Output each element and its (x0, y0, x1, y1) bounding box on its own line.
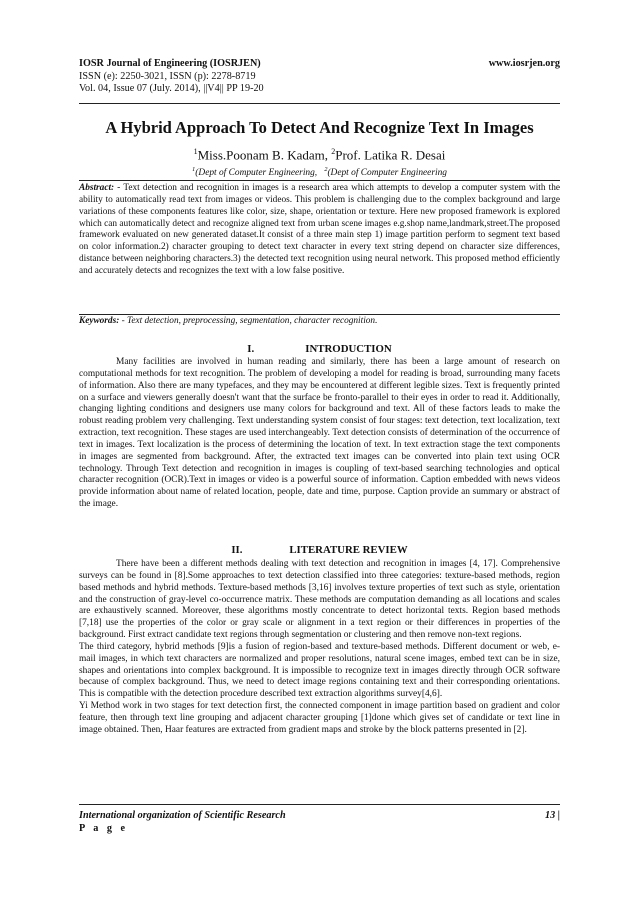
author1-name: Miss.Poonam B. Kadam, (197, 147, 332, 163)
section-number: I. (247, 343, 255, 355)
abstract (79, 183, 560, 278)
footer-organization: International organization of Scientific Research (79, 810, 286, 821)
affil2: (Dept of Computer Engineering (327, 168, 447, 179)
section-title: INTRODUCTION (305, 343, 392, 355)
section-number: II. (231, 544, 243, 556)
volume-line: Vol. 04, Issue 07 (July. 2014), ||V4|| PP 19-20 (79, 83, 264, 95)
affil2-sup: 2 (324, 166, 328, 173)
section-title: LITERATURE REVIEW (289, 544, 408, 556)
footer-divider (79, 804, 560, 805)
introduction-body (79, 357, 560, 511)
abstract-text: Text detection and recognition in images is a research area which attempts to develop a computer system with the ability to automatically read text from images or videos. This problem is challenging due to the complex background and large variations of these components features like color, size, shape, orientation or texture. Here new proposed framework is explored which can automatically detect and recognize aligned text from urban scene images e.g.shop name,landmark,street.The proposed framework evaluated on new generated dataset.It consist of a three main step 1) image partition perform to segment text based on color information.2) character grouping to detect text character in every text string depend on character size differences, distance between neighboring characters.3) the detected text recognition using neural network. This proposed method efficiently and accurately detects and recognizes the text with a low false positive. (79, 183, 561, 276)
paragraph: The third category, hybrid methods [9]is a fusion of region-based and texture-based methods. Different document or web, e-mail images, in which text characters are normalized and proper resolutions, natural scene images, embed text can be in size, shapes and orientations into complex background. It is impossible to recognize text in images directly through OCR software because of complex background. Thus, we need to detect image regions containing text and their corresponding orientations. This is compatible with the detection procedure described text extraction algorithms survey[4,6]. (79, 641, 560, 700)
author1-sup: 1 (193, 147, 198, 156)
section-heading-introduction (79, 343, 560, 355)
literature-review-body (79, 559, 560, 737)
affil1-sup: 1 (192, 166, 196, 173)
journal-name: IOSR Journal of Engineering (IOSRJEN) (79, 58, 261, 69)
paper-title: A Hybrid Approach To Detect And Recognize Text In Images (105, 118, 534, 137)
header-divider (79, 103, 560, 104)
page-footer (79, 810, 560, 834)
paragraph: Yi Method work in two stages for text detection first, the connected component in image partition based on gradient and color feature, then through text line grouping and adjacent character grouping [1]done which gives set of candidate or text line in image obtained. Then, Haar features are extracted from gradient maps and stroke by the block patterns presented in [2]. (79, 701, 560, 735)
keywords-text: - Text detection, preprocessing, segmentation, character recognition. (119, 316, 378, 326)
author2-name: Prof. Latika R. Desai (335, 147, 446, 163)
paragraph: Many facilities are involved in human reading and similarly, there has been a large amount of research on computational methods for text recognition. The problem of developing a model for reading is broad, surrounding many facets of information. Also there are many typefaces, and they may be encountered at different legible sizes. Text is frequently printed on a surface and viewers generally doesn't want that the surface be fronto-parallel to their eyes in order to read it. Additionally, changing lighting conditions and designers use many colors for background and text. All of these factors leads to make the robust reading problem very challenging. Text understanding system consist of four stages: text detection, text localization, text extraction, text recognition. These stages are used interchangeably. Text detection consists of determination of the occurrence of text in images. Text localization is the process of determining the location of text. In text extraction stage the text components in images are segmented from background. After, the extracted text images can be converted into plain text using OCR technology. Through Text detection and recognition in images is coupling of text-based searching technologies and optical character recognition (OCR).Text in images or video is a powerful source of information. Caption embedded with news videos provide information about name of related location, people, date and time, purpose. Caption provide an summary or abstract of the image. (79, 357, 560, 510)
keywords-label: Keywords: (79, 316, 120, 326)
affil1: (Dept of Computer Engineering, (195, 168, 318, 179)
author-line (79, 147, 560, 163)
abstract-label: Abstract: - (79, 183, 121, 193)
keywords (79, 316, 560, 326)
section-heading-literature-review (79, 544, 560, 556)
journal-header (79, 58, 560, 96)
issn-line: ISSN (e): 2250-3021, ISSN (p): 2278-8719 (79, 70, 256, 82)
author2-sup: 2 (331, 147, 336, 156)
paragraph: There have been a different methods dealing with text detection and recognition in images [4, 17]. Comprehensive surveys can be found in [8].Some approaches to text detection classified into three categories: texture-based methods, region based methods and hybrid methods. Texture-based methods [3,16] involves texture properties of text such as style, orientation and the construction of gray-level co-occurrence matrix. These methods are computation demanding as all locations and scales are exhaustively scanned. Moreover, these algorithms mostly concentrate to detect horizontal texts. Region based methods [7,18] use the properties of the color or gray scale or alignment in a text region or their differences in properties of the background. First extract candidate text regions through segmentation or clustering and then remove non-text regions. (79, 559, 560, 641)
footer-page-number: 13 | (545, 810, 560, 821)
affiliation-line (79, 166, 560, 178)
journal-website: www.iosrjen.org (488, 58, 560, 69)
footer-page-label: P a g e (79, 823, 129, 834)
